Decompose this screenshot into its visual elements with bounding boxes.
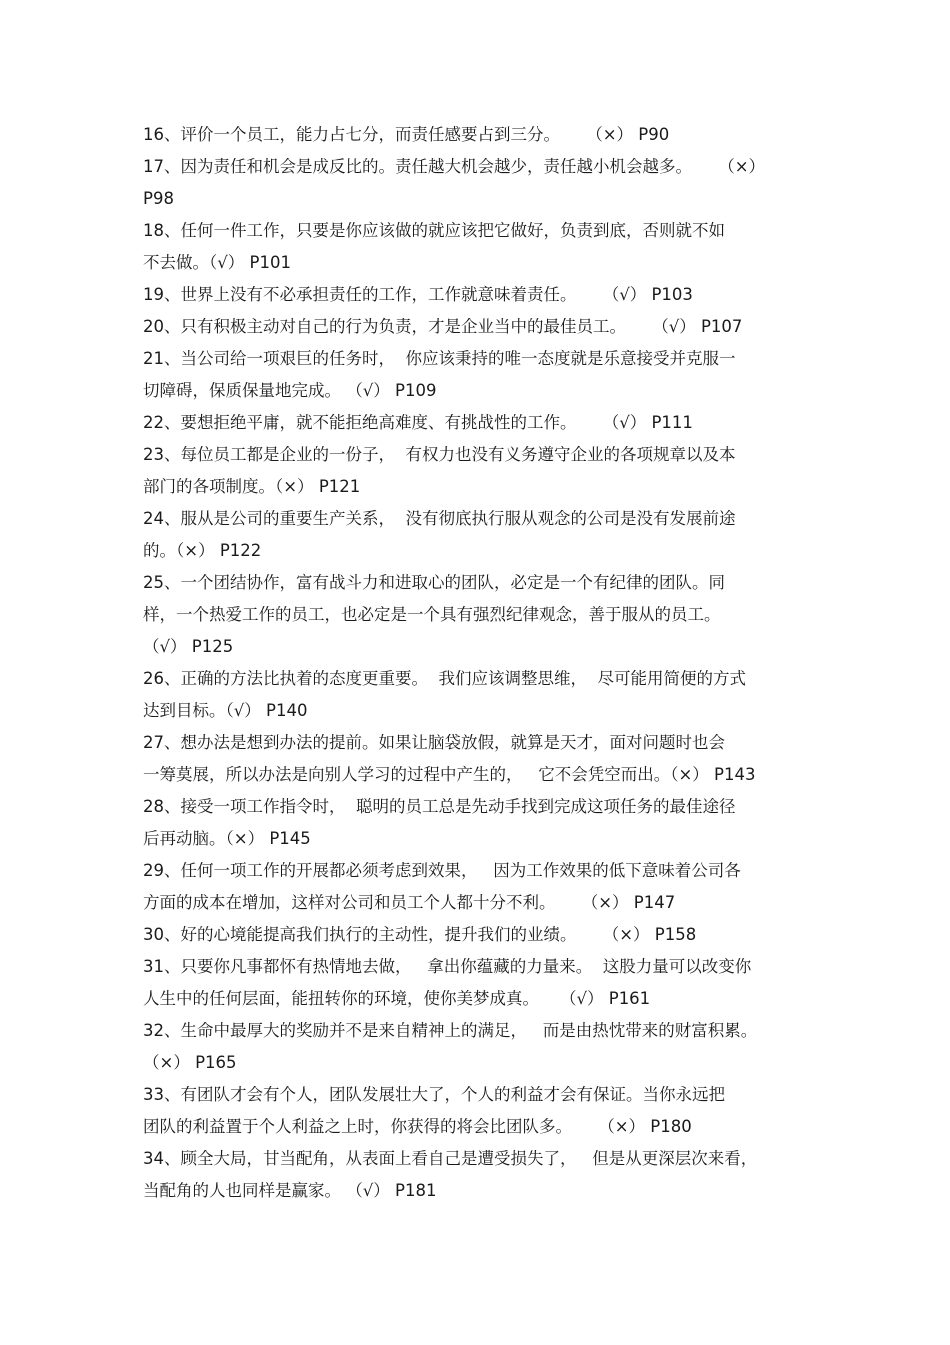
text-line: （√） P125: [143, 637, 234, 656]
text-line: 的。（×） P122: [143, 541, 262, 560]
text-line: 人生中的任何层面，能扭转你的环境，使你美梦成真。 （√） P161: [143, 989, 651, 1008]
text-line: 不去做。（√） P101: [143, 253, 291, 272]
text-line: （×） P165: [143, 1053, 237, 1072]
text-line: 32、生命中最厚大的奖励并不是来自精神上的满足， 而是由热忱带来的财富积累。: [143, 1021, 758, 1040]
text-line: 19、世界上没有不必承担责任的工作，工作就意味着责任。 （√） P103: [143, 285, 693, 304]
text-line: 31、只要你凡事都怀有热情地去做， 拿出你蕴藏的力量来。 这股力量可以改变你: [143, 957, 752, 976]
text-line: 34、顾全大局，甘当配角，从表面上看自己是遭受损失了， 但是从更深层次来看，: [143, 1149, 758, 1168]
text-line: 切障碍，保质保量地完成。 （√） P109: [143, 381, 437, 400]
text-line: 27、想办法是想到办法的提前。如果让脑袋放假，就算是天才，面对问题时也会: [143, 733, 725, 752]
text-line: 30、好的心境能提高我们执行的主动性，提升我们的业绩。 （×） P158: [143, 925, 697, 944]
text-line: 24、服从是公司的重要生产关系， 没有彻底执行服从观念的公司是没有发展前途: [143, 509, 736, 528]
text-line: 团队的利益置于个人利益之上时，你获得的将会比团队多。 （×） P180: [143, 1117, 692, 1136]
text-line: 28、接受一项工作指令时， 聪明的员工总是先动手找到完成这项任务的最佳途径: [143, 797, 736, 816]
text-line: 33、有团队才会有个人，团队发展壮大了，个人的利益才会有保证。当你永远把: [143, 1085, 725, 1104]
text-line: 26、正确的方法比执着的态度更重要。 我们应该调整思维， 尽可能用简便的方式: [143, 669, 746, 688]
text-line: 29、任何一项工作的开展都必须考虑到效果， 因为工作效果的低下意味着公司各: [143, 861, 741, 880]
text-line: 16、评价一个员工，能力占七分，而责任感要占到三分。 （×） P90: [143, 125, 670, 144]
text-line: 17、因为责任和机会是成反比的。责任越大机会越少，责任越小机会越多。 （×）: [143, 157, 766, 176]
text-line: 一筹莫展，所以办法是向别人学习的过程中产生的， 它不会凭空而出。（×） P143: [143, 765, 756, 784]
text-line: 后再动脑。（×） P145: [143, 829, 311, 848]
text-line: 23、每位员工都是企业的一份子， 有权力也没有义务遵守企业的各项规章以及本: [143, 445, 736, 464]
text-line: 20、只有积极主动对自己的行为负责，才是企业当中的最佳员工。 （√） P107: [143, 317, 743, 336]
text-line: 21、当公司给一项艰巨的任务时， 你应该秉持的唯一态度就是乐意接受并克服一: [143, 349, 736, 368]
text-line: 当配角的人也同样是赢家。 （√） P181: [143, 1181, 437, 1200]
text-line: 样，一个热爱工作的员工，也必定是一个具有强烈纪律观念，善于服从的员工。: [143, 605, 721, 624]
text-line: 方面的成本在增加，这样对公司和员工个人都十分不利。 （×） P147: [143, 893, 676, 912]
text-line: 25、一个团结协作，富有战斗力和进取心的团队，必定是一个有纪律的团队。同: [143, 573, 725, 592]
text-line: 18、任何一件工作，只要是你应该做的就应该把它做好，负责到底，否则就不如: [143, 221, 725, 240]
text-line: P98: [143, 189, 174, 208]
text-line: 部门的各项制度。（×） P121: [143, 477, 361, 496]
text-line: 达到目标。（√） P140: [143, 701, 308, 720]
text-line: 22、要想拒绝平庸，就不能拒绝高难度、有挑战性的工作。 （√） P111: [143, 413, 693, 432]
